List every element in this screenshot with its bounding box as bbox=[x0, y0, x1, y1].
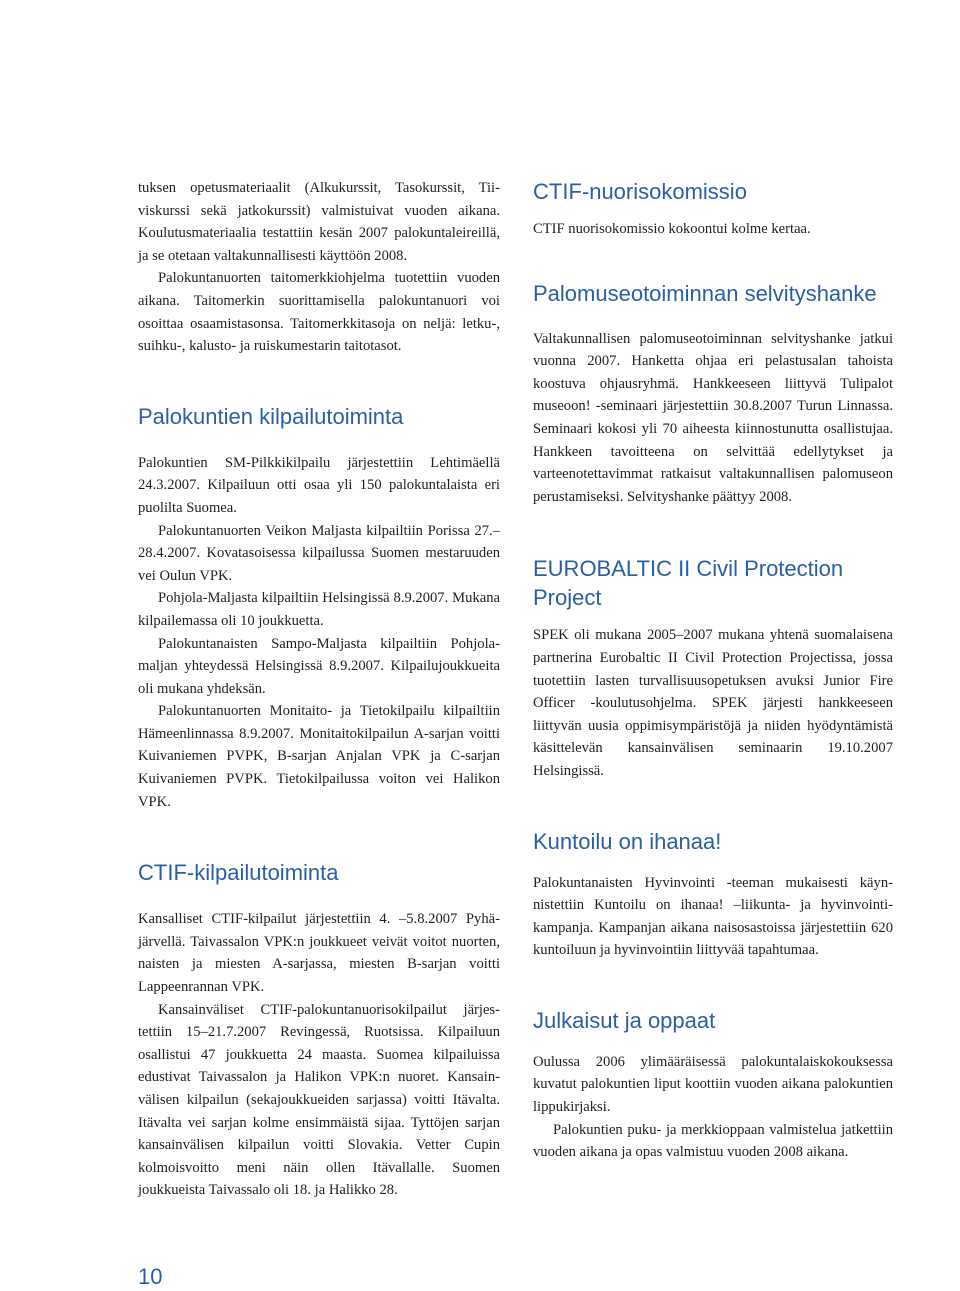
section-heading-palokuntien-kilpailutoiminta: Palokuntien kilpailutoiminta bbox=[138, 403, 404, 429]
kilpailu-paragraph-4: Palokuntanaisten Sampo-Maljasta kilpailtiin Pohjolamaljan yhteydessä Helsingissä 8.9.2007. Kilpailujoukkueita oli mukana yhdeksän. bbox=[138, 635, 500, 697]
intro-paragraph-2: Palokuntanuorten taitomerkkiohjelma tuotettiin vuoden aikana. Taitomerkin suorittamisella palokuntanuori voi osoittaa osaamistasonsa. Taitomerkkitasoja on neljä: letku-, suihku-, kalusto- ja ruiskumestarin taitotasot. bbox=[138, 270, 500, 355]
ctif-paragraph-1: Kansalliset CTIF-kilpailut järjestettiin 4. –5.8.2007 Pyhäjärvellä. Taivassalon VPK:n joukkueet veivät voitot nuorten, naisten ja miesten A-sarjassa, miesten B-sarjan voitti Lappeenrannan VPK. bbox=[138, 911, 500, 996]
eurobaltic-paragraph: SPEK oli mukana 2005–2007 mukana yhtenä suomalaisena partnerina Eurobaltic II Civil Protection Projectissa, jossa tuotettiin lasten turvallisuusopetuksen avuksi Junior Fire Officer -koulutusohjelma. SPEK järjesti hankkeeseen liittyvän uusia oppimisympäristöjä ja niiden hyödyntämistä käsittelevän kansainvälisen seminaarin 19.10.2007 Helsingissä. bbox=[533, 627, 893, 779]
left-column bbox=[138, 177, 500, 1202]
page-number: 10 bbox=[138, 1264, 163, 1289]
kilpailu-paragraph-1: Palokuntien SM-Pilkkikilpailu järjestettiin Lehtimäellä 24.3.2007. Kilpailuun otti osaa yli 150 palokuntalaista eri puolilta Suomea. bbox=[138, 454, 500, 516]
kilpailu-paragraph-3: Pohjola-Maljasta kilpailtiin Helsingissä 8.9.2007. Mukana kilpailemassa oli 10 joukkuetta. bbox=[138, 590, 500, 629]
kilpailu-paragraph-2: Palokuntanuorten Veikon Maljasta kilpailtiin Porissa 27.–28.4.2007. Kovatasoisessa kilpailussa Suomen mestaruuden vei Oulun VPK. bbox=[138, 522, 500, 584]
nuorisokomissio-paragraph: CTIF nuorisokomissio kokoontui kolme kertaa. bbox=[533, 221, 811, 237]
julkaisut-paragraph-2: Palokuntien puku- ja merkkioppaan valmistelua jatkettiin vuoden aikana ja opas valmistuu vuoden 2008 aikana. bbox=[533, 1121, 893, 1161]
section-heading-palomuseotoiminnan-selvityshanke: Palomuseotoiminnan selvityshanke bbox=[533, 280, 877, 306]
section-heading-eurobaltic: EUROBALTIC II Civil Protection Project bbox=[533, 556, 844, 611]
ctif-paragraph-2: Kansainväliset CTIF-palokuntanuorisokilpailut järjestettiin 15–21.7.2007 Revingessä, Ruotsissa. Kilpailuun osallistui 47 joukkuetta 24 maasta. Suomea kilpailuissa edustivat Taivassalon ja Halikon VPK:n nuoret. Kansainvälisen kilpailun (sekajoukkueiden sarjassa) voitti Itävalta. Itävalta vei sarjan kolme ensimmäistä sijaa. Tyttöjen sarjan kansainvälisen kilpailun voitti Slovakia. Vetter Cupin kolmoisvoitto meni näin ollen Itävallalle. Suomen joukkueista Taivassalo oli 18. ja Halikko 28. bbox=[138, 1001, 500, 1199]
kilpailu-paragraph-5: Palokuntanuorten Monitaito- ja Tietokilpailu kilpailtiin Hämeenlinnassa 8.9.2007. Monitaitokilpailun A-sarjan voitti Kuivaniemen PVPK, B-sarjan Anjalan VPK ja C-sarjan Kuivaniemen PVPK. Tietokilpailussa voiton vei Halikon VPK. bbox=[138, 703, 500, 810]
intro-paragraph-1: tuksen opetusmateriaalit (Alkukurssit, Tasokurssit, Tiiviskurssi sekä jatkokurssit) valmistuivat vuoden aikana. Koulutusmateriaalia testattiin kesän 2007 palokuntaleireillä, ja se otetaan valtakunnallisesti käyttöön 2008. bbox=[138, 180, 500, 264]
palomuseo-paragraph: Valtakunnallisen palomuseotoiminnan selvityshanke jatkui vuonna 2007. Hanketta ohjaa eri pelastusalan tahoista koostuva ohjausryhmä. Hankkeeseen liittyvä Tulipalot museoon! -seminaari järjestettiin 30.8.2007 Turun Linnassa. Seminaari kokosi yli 70 aiheesta kiinnostunutta osallistujaa. Hankkeen tavoitteena on selvittää edellytykset ja varteenotettavimmat ratkaisut valtakunnallisen palomuseon perustamiseksi. Selvityshanke päättyy 2008. bbox=[533, 330, 893, 505]
section-heading-kuntoilu: Kuntoilu on ihanaa! bbox=[533, 828, 722, 854]
julkaisut-paragraph-1: Oulussa 2006 ylimääräisessä palokuntalaiskokouksessa kuvatut palokuntien liput koottiin vuoden aikana palokuntien lippukirjaksi. bbox=[533, 1053, 893, 1116]
section-heading-ctif-nuorisokomissio: CTIF-nuorisokomissio bbox=[533, 179, 747, 204]
right-column bbox=[533, 177, 893, 1164]
section-heading-ctif-kilpailutoiminta: CTIF-kilpailutoiminta bbox=[138, 860, 339, 886]
kuntoilu-paragraph: Palokuntanaisten Hyvinvointi -teeman mukaisesti käynnistettiin Kuntoilu on ihanaa! –liikunta- ja hyvinvointikampanja. Kampanjan aikana naisosastoissa järjestettiin 620 kuntoiluun ja hyvinvointiin liittyvää tapahtumaa. bbox=[533, 874, 893, 959]
section-heading-julkaisut: Julkaisut ja oppaat bbox=[533, 1007, 716, 1033]
